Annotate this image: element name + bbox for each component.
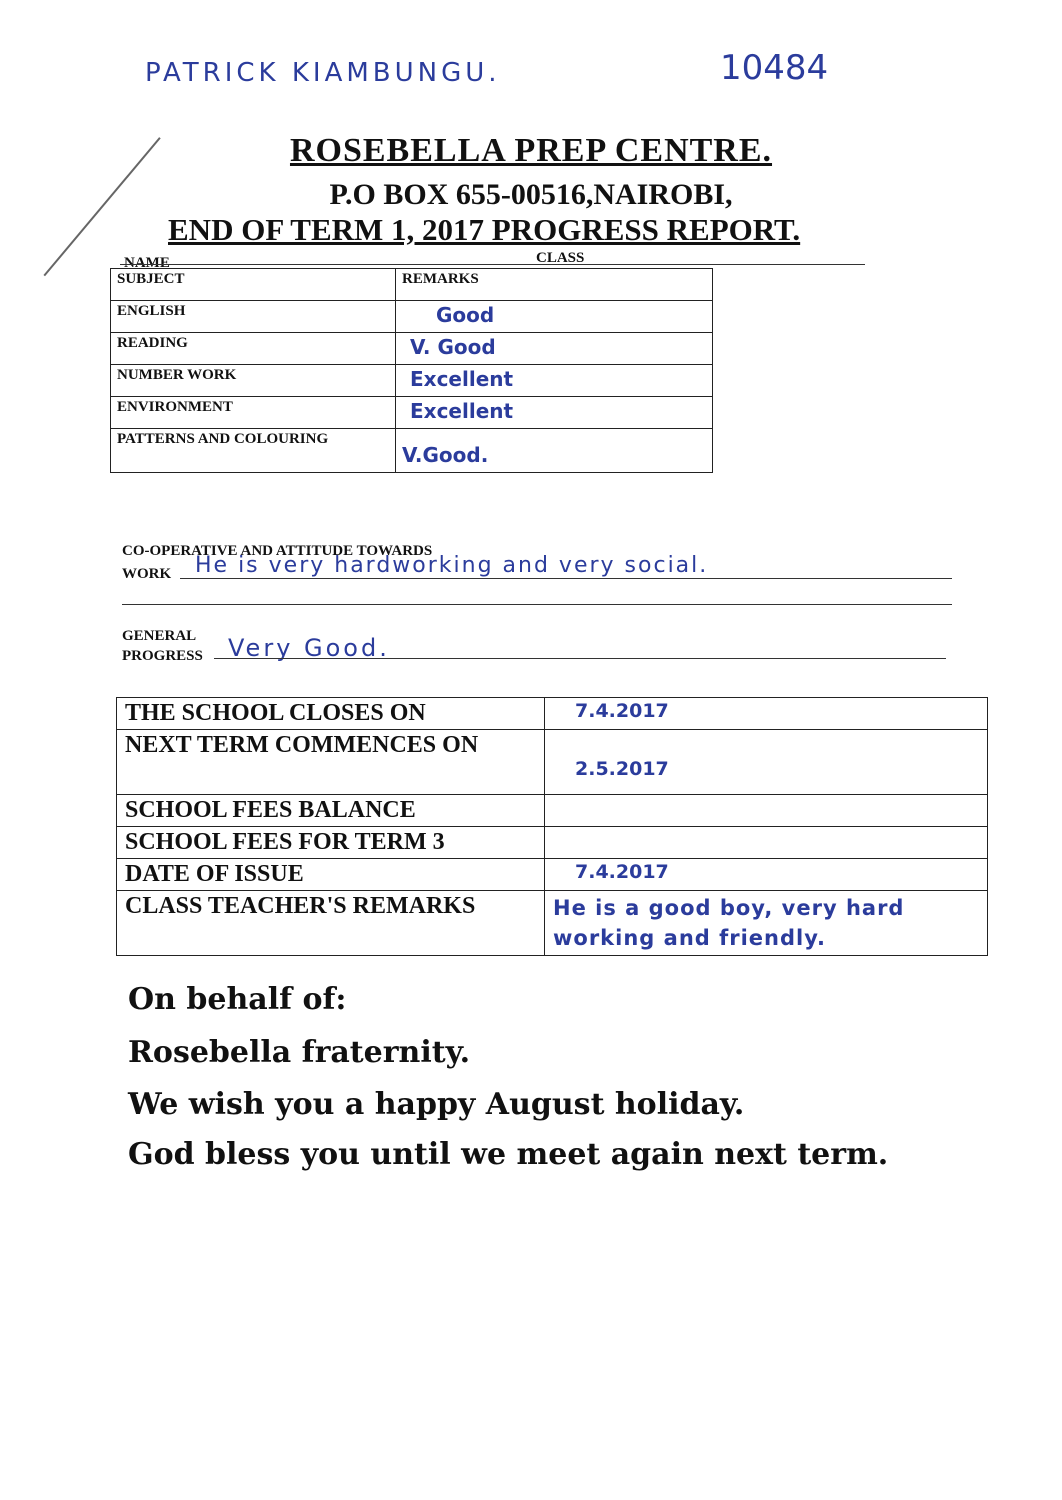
info-label: DATE OF ISSUE <box>117 859 545 891</box>
subject-remark: Excellent <box>396 397 713 429</box>
subject-remark: V.Good. <box>396 429 713 473</box>
subject-name: ENVIRONMENT <box>111 397 396 429</box>
reference-number: 10484 <box>720 48 829 88</box>
remarks-header: REMARKS <box>396 269 713 301</box>
school-name: ROSEBELLA PREP CENTRE. <box>289 132 773 169</box>
closing-line-3: We wish you a happy August holiday. <box>128 1087 745 1122</box>
table-row <box>117 859 988 891</box>
subject-remark: Good <box>396 301 713 333</box>
subject-name: ENGLISH <box>111 301 396 333</box>
info-label: THE SCHOOL CLOSES ON <box>117 698 545 730</box>
subject-remark: V. Good <box>396 333 713 365</box>
table-row <box>117 698 988 730</box>
info-label: CLASS TEACHER'S REMARKS <box>117 891 545 956</box>
progress-label: PROGRESS <box>122 648 203 664</box>
attitude-line-2 <box>122 604 952 605</box>
info-value <box>545 795 988 827</box>
general-progress-remark: Very Good. <box>228 634 390 662</box>
table-row <box>117 827 988 859</box>
table-row <box>111 397 713 429</box>
name-class-line <box>120 264 865 265</box>
closing-line-4: God bless you until we meet again next term. <box>128 1137 889 1172</box>
school-info-table <box>116 697 988 956</box>
table-row <box>111 429 713 473</box>
student-name-handwritten: PATRICK KIAMBUNGU. <box>145 58 501 88</box>
subject-remark: Excellent <box>396 365 713 397</box>
table-header-row <box>111 269 713 301</box>
table-row <box>111 301 713 333</box>
general-label: GENERAL <box>122 628 197 644</box>
closing-line-2: Rosebella fraternity. <box>128 1035 471 1070</box>
info-value: 7.4.2017 <box>545 698 988 730</box>
table-row <box>117 795 988 827</box>
closing-line-1: On behalf of: <box>128 982 347 1017</box>
attitude-line-1 <box>180 578 952 579</box>
info-label: NEXT TERM COMMENCES ON <box>117 730 545 795</box>
info-label: SCHOOL FEES BALANCE <box>117 795 545 827</box>
progress-line <box>214 658 946 659</box>
table-row <box>111 333 713 365</box>
info-value: He is a good boy, very hard working and friendly. <box>545 891 988 956</box>
info-label: SCHOOL FEES FOR TERM 3 <box>117 827 545 859</box>
subject-name: READING <box>111 333 396 365</box>
table-row <box>117 730 988 795</box>
table-row <box>111 365 713 397</box>
name-label: NAME <box>124 255 170 271</box>
subject-name: PATTERNS AND COLOURING <box>111 429 396 473</box>
school-address: P.O BOX 655-00516,NAIROBI, <box>329 178 733 211</box>
info-value: 2.5.2017 <box>545 730 988 795</box>
info-value <box>545 827 988 859</box>
work-label: WORK <box>122 566 172 582</box>
subject-header: SUBJECT <box>111 269 396 301</box>
subject-name: NUMBER WORK <box>111 365 396 397</box>
report-title: END OF TERM 1, 2017 PROGRESS REPORT. <box>168 212 801 247</box>
attitude-remark: He is very hardworking and very social. <box>195 553 709 578</box>
info-value: 7.4.2017 <box>545 859 988 891</box>
table-row <box>117 891 988 956</box>
subjects-table <box>110 268 713 473</box>
cooperative-label: CO-OPERATIVE AND ATTITUDE TOWARDS <box>122 543 433 559</box>
class-label: CLASS <box>536 250 585 266</box>
